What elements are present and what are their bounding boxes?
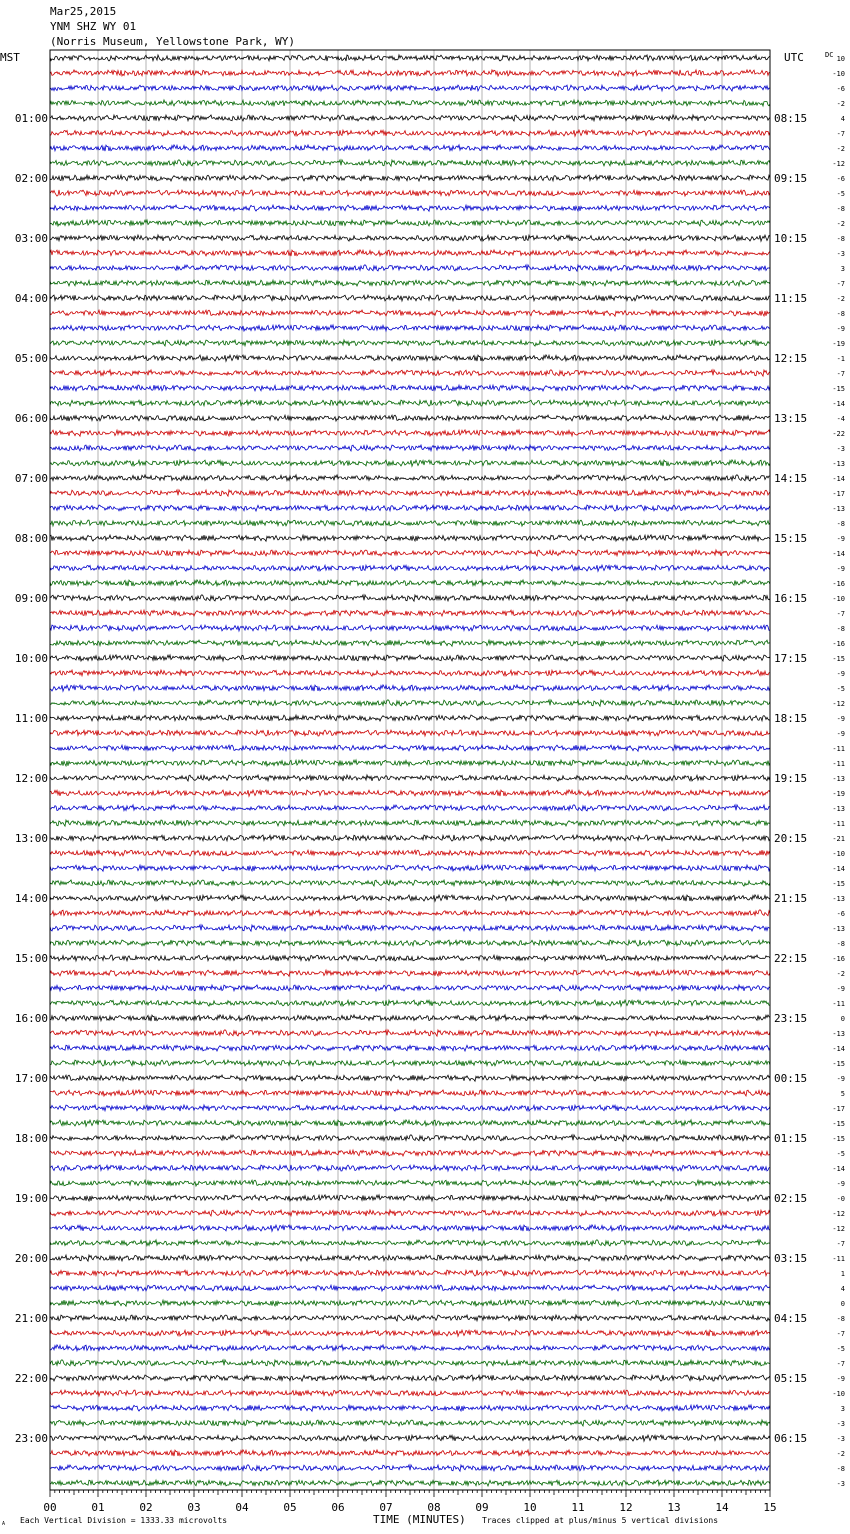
left-hour-label: 19:00 [14, 1192, 48, 1205]
dc-offset-label: -16 [832, 580, 845, 588]
dc-offset-label: -10 [832, 850, 845, 858]
dc-offset-label: -2 [836, 970, 845, 978]
trace-7 [50, 145, 770, 151]
right-hour-labels [774, 112, 807, 1445]
x-tick-label: 06 [331, 1501, 345, 1514]
trace-52 [50, 820, 770, 826]
trace-28 [50, 460, 770, 466]
trace-47 [50, 745, 770, 751]
trace-53 [50, 835, 770, 841]
dc-offset-label: -3 [836, 250, 845, 258]
dc-offset-label: -9 [836, 1375, 845, 1383]
dc-offset-label: -7 [836, 130, 845, 138]
dc-offset-label: -7 [836, 1240, 845, 1248]
trace-49 [50, 775, 770, 781]
right-hour-label: 23:15 [774, 1012, 808, 1025]
right-hour-label: 17:15 [774, 652, 808, 665]
trace-55 [50, 865, 770, 871]
left-hour-label: 22:00 [14, 1372, 48, 1385]
right-hour-label: 18:15 [774, 712, 808, 725]
dc-offset-label: -19 [832, 790, 845, 798]
right-hour-label: 09:15 [774, 172, 808, 185]
dc-offset-label: -22 [832, 430, 845, 438]
trace-43 [50, 685, 770, 691]
trace-35 [50, 565, 770, 571]
left-hour-label: 23:00 [14, 1432, 48, 1445]
trace-15 [50, 265, 770, 271]
trace-44 [50, 700, 770, 706]
dc-offset-label: -8 [836, 235, 845, 243]
dc-offset-label: 0 [840, 1015, 845, 1023]
trace-70 [50, 1090, 770, 1096]
dc-offset-label: -16 [832, 955, 845, 963]
dc-offset-label: -6 [836, 85, 845, 93]
dc-offset-label: -16 [832, 640, 845, 648]
trace-83 [50, 1285, 770, 1291]
dc-offset-label: -10 [832, 595, 845, 603]
right-timezone-label: UTC [784, 51, 804, 64]
dc-offset-label: -15 [832, 1135, 845, 1143]
x-axis-title: TIME (MINUTES) [373, 1513, 466, 1526]
footer-left-mark: A [2, 1521, 6, 1527]
left-hour-label: 01:00 [14, 112, 48, 125]
dc-offset-label: -9 [836, 730, 845, 738]
trace-36 [50, 580, 770, 586]
dc-offset-label: 4 [840, 115, 845, 123]
dc-offset-label: -7 [836, 280, 845, 288]
trace-48 [50, 760, 770, 766]
dc-offset-label: -14 [832, 475, 845, 483]
trace-77 [50, 1195, 770, 1201]
dc-offset-label: -3 [836, 1480, 845, 1488]
dc-offset-label: -15 [832, 385, 845, 393]
dc-offset-label: -3 [836, 1435, 845, 1443]
dc-offset-label: -14 [832, 550, 845, 558]
dc-offset-label: -5 [836, 190, 845, 198]
dc-offset-label: -6 [836, 175, 845, 183]
trace-5 [50, 115, 770, 121]
dc-offset-label: -2 [836, 1450, 845, 1458]
trace-30 [50, 490, 770, 496]
trace-25 [50, 415, 770, 421]
dc-offset-label: -17 [832, 1105, 845, 1113]
right-hour-label: 03:15 [774, 1252, 808, 1265]
right-hour-label: 20:15 [774, 832, 808, 845]
trace-76 [50, 1180, 770, 1186]
trace-4 [50, 100, 770, 106]
dc-offset-label: 1 [840, 1270, 845, 1278]
dc-offset-label: -9 [836, 670, 845, 678]
dc-offset-label: -13 [832, 460, 845, 468]
dc-offset-label: -3 [836, 445, 845, 453]
dc-offset-label: -9 [836, 1075, 845, 1083]
trace-42 [50, 670, 770, 676]
dc-offset-label: -12 [832, 160, 845, 168]
dc-offset-label: -9 [836, 985, 845, 993]
trace-27 [50, 445, 770, 451]
plot-date: Mar25,2015 [50, 5, 117, 18]
dc-offset-label: 3 [840, 265, 845, 273]
trace-64 [50, 1000, 770, 1006]
trace-81 [50, 1255, 770, 1261]
left-hour-label: 14:00 [14, 892, 48, 905]
dc-offset-label: -15 [832, 1120, 845, 1128]
dc-offset-label: -5 [836, 1150, 845, 1158]
x-tick-label: 02 [139, 1501, 153, 1514]
right-hour-label: 10:15 [774, 232, 808, 245]
trace-61 [50, 955, 770, 961]
trace-37 [50, 595, 770, 601]
left-hour-label: 20:00 [14, 1252, 48, 1265]
dc-offset-label: -15 [832, 655, 845, 663]
dc-offset-label: 10 [836, 55, 845, 63]
trace-80 [50, 1240, 770, 1246]
x-tick-label: 04 [235, 1501, 249, 1514]
dc-offset-label: 3 [840, 1405, 845, 1413]
right-hour-label: 05:15 [774, 1372, 808, 1385]
x-tick-label: 01 [91, 1501, 105, 1514]
dc-offset-label: -8 [836, 205, 845, 213]
trace-57 [50, 895, 770, 901]
dc-offset-label: -2 [836, 100, 845, 108]
trace-32 [50, 520, 770, 526]
left-hour-label: 15:00 [14, 952, 48, 965]
trace-38 [50, 610, 770, 616]
dc-offset-label: -14 [832, 1165, 845, 1173]
left-hour-label: 04:00 [14, 292, 48, 305]
dc-offset-label: -6 [836, 910, 845, 918]
dc-offset-label: -8 [836, 625, 845, 633]
dc-offset-label: -5 [836, 1345, 845, 1353]
trace-14 [50, 250, 770, 256]
dc-offset-label: -9 [836, 715, 845, 723]
trace-13 [50, 235, 770, 241]
x-tick-label: 09 [475, 1501, 489, 1514]
trace-54 [50, 850, 770, 856]
right-hour-label: 01:15 [774, 1132, 808, 1145]
dc-offset-label: -8 [836, 1465, 845, 1473]
trace-66 [50, 1030, 770, 1036]
trace-34 [50, 550, 770, 556]
trace-8 [50, 160, 770, 166]
left-hour-label: 17:00 [14, 1072, 48, 1085]
dc-offset-label: -5 [836, 685, 845, 693]
dc-offset-label: -21 [832, 835, 845, 843]
trace-40 [50, 640, 770, 646]
trace-50 [50, 790, 770, 796]
right-hour-label: 21:15 [774, 892, 808, 905]
dc-offset-label: -0 [836, 1195, 845, 1203]
left-timezone-label: MST [0, 51, 20, 64]
footer-clip-text: Traces clipped at plus/minus 5 vertical divisions [482, 1516, 719, 1525]
dc-offset-label: -12 [832, 1225, 845, 1233]
dc-offset-label: -14 [832, 400, 845, 408]
trace-2 [50, 70, 770, 76]
trace-10 [50, 190, 770, 196]
station-code: YNM SHZ WY 01 [50, 20, 137, 33]
plot-frame [50, 50, 770, 1490]
trace-16 [50, 280, 770, 286]
trace-96 [50, 1480, 770, 1486]
trace-71 [50, 1105, 770, 1111]
dc-offset-label: -8 [836, 310, 845, 318]
dc-offset-label: -14 [832, 1045, 845, 1053]
station-location: (Norris Museum, Yellowstone Park, WY) [50, 35, 296, 48]
dc-offset-label: -7 [836, 1360, 845, 1368]
trace-69 [50, 1075, 770, 1081]
x-tick-label: 08 [427, 1501, 441, 1514]
x-tick-label: 13 [667, 1501, 681, 1514]
trace-79 [50, 1225, 770, 1231]
trace-89 [50, 1375, 770, 1381]
left-hour-labels [15, 112, 48, 1445]
x-tick-label: 14 [715, 1501, 729, 1514]
dc-offset-label: -12 [832, 1210, 845, 1218]
trace-92 [50, 1420, 770, 1426]
right-hour-label: 15:15 [774, 532, 808, 545]
dc-offset-label: -10 [832, 1390, 845, 1398]
trace-60 [50, 940, 770, 946]
right-hour-label: 16:15 [774, 592, 808, 605]
trace-22 [50, 370, 770, 376]
left-hour-label: 13:00 [14, 832, 48, 845]
trace-95 [50, 1465, 770, 1471]
dc-offset-label: -3 [836, 1420, 845, 1428]
trace-56 [50, 880, 770, 886]
trace-21 [50, 355, 770, 361]
dc-offset-label: -15 [832, 880, 845, 888]
trace-31 [50, 505, 770, 511]
dc-offset-label: -1 [836, 355, 845, 363]
left-hour-label: 21:00 [14, 1312, 48, 1325]
trace-85 [50, 1315, 770, 1321]
left-hour-label: 05:00 [14, 352, 48, 365]
trace-45 [50, 715, 770, 721]
right-hour-label: 00:15 [774, 1072, 808, 1085]
trace-62 [50, 970, 770, 976]
trace-12 [50, 220, 770, 226]
dc-offset-label: -15 [832, 1060, 845, 1068]
dc-offset-label: -14 [832, 865, 845, 873]
left-hour-label: 09:00 [14, 592, 48, 605]
trace-46 [50, 730, 770, 736]
dc-offset-label: -13 [832, 895, 845, 903]
trace-39 [50, 625, 770, 631]
dc-offset-label: -13 [832, 505, 845, 513]
dc-offset-labels [832, 55, 845, 1488]
left-hour-label: 12:00 [14, 772, 48, 785]
dc-offset-label: -9 [836, 535, 845, 543]
trace-17 [50, 295, 770, 301]
left-hour-label: 16:00 [14, 1012, 48, 1025]
dc-offset-label: -19 [832, 340, 845, 348]
trace-65 [50, 1015, 770, 1021]
dc-offset-label: -12 [832, 700, 845, 708]
x-tick-label: 11 [571, 1501, 585, 1514]
dc-offset-label: -11 [832, 820, 845, 828]
trace-94 [50, 1450, 770, 1456]
dc-offset-label: -7 [836, 1330, 845, 1338]
trace-3 [50, 85, 770, 91]
dc-offset-label: -11 [832, 1000, 845, 1008]
dc-offset-label: -7 [836, 370, 845, 378]
dc-offset-label: -9 [836, 565, 845, 573]
trace-91 [50, 1405, 770, 1411]
trace-78 [50, 1210, 770, 1216]
left-hour-label: 02:00 [14, 172, 48, 185]
trace-26 [50, 430, 770, 436]
dc-offset-label: -8 [836, 1315, 845, 1323]
dc-offset-label: -11 [832, 1255, 845, 1263]
x-tick-label: 03 [187, 1501, 201, 1514]
trace-19 [50, 325, 770, 331]
trace-11 [50, 205, 770, 211]
right-hour-label: 04:15 [774, 1312, 808, 1325]
trace-72 [50, 1120, 770, 1126]
trace-23 [50, 385, 770, 391]
trace-9 [50, 175, 770, 181]
right-hour-label: 02:15 [774, 1192, 808, 1205]
right-hour-label: 13:15 [774, 412, 808, 425]
trace-86 [50, 1330, 770, 1336]
left-hour-label: 03:00 [14, 232, 48, 245]
dc-offset-label: -8 [836, 520, 845, 528]
right-hour-label: 11:15 [774, 292, 808, 305]
right-hour-label: 14:15 [774, 472, 808, 485]
left-hour-label: 11:00 [14, 712, 48, 725]
trace-84 [50, 1300, 770, 1306]
trace-24 [50, 400, 770, 406]
dc-label: DC [825, 51, 834, 59]
x-tick-label: 10 [523, 1501, 537, 1514]
dc-offset-label: 4 [840, 1285, 845, 1293]
left-hour-label: 10:00 [14, 652, 48, 665]
trace-73 [50, 1135, 770, 1141]
right-hour-label: 19:15 [774, 772, 808, 785]
trace-1 [50, 55, 770, 61]
dc-offset-label: -8 [836, 940, 845, 948]
trace-68 [50, 1060, 770, 1066]
x-tick-label: 05 [283, 1501, 297, 1514]
right-hour-label: 22:15 [774, 952, 808, 965]
trace-51 [50, 805, 770, 811]
x-tick-label: 00 [43, 1501, 57, 1514]
dc-offset-label: -10 [832, 70, 845, 78]
x-axis [43, 1490, 776, 1514]
trace-88 [50, 1360, 770, 1366]
trace-82 [50, 1270, 770, 1276]
right-hour-label: 06:15 [774, 1432, 808, 1445]
dc-offset-label: -11 [832, 745, 845, 753]
dc-offset-label: -17 [832, 490, 845, 498]
trace-41 [50, 655, 770, 661]
trace-87 [50, 1345, 770, 1351]
trace-29 [50, 475, 770, 481]
dc-offset-label: 0 [840, 1300, 845, 1308]
dc-offset-label: -11 [832, 760, 845, 768]
dc-offset-label: -2 [836, 220, 845, 228]
dc-offset-label: -4 [836, 415, 845, 423]
trace-75 [50, 1165, 770, 1171]
trace-67 [50, 1045, 770, 1051]
dc-offset-label: -13 [832, 775, 845, 783]
dc-offset-label: 5 [840, 1090, 845, 1098]
dc-offset-label: -13 [832, 805, 845, 813]
dc-offset-label: -2 [836, 295, 845, 303]
footer-scale-text: Each Vertical Division = 1333.33 microvolts [20, 1516, 228, 1525]
dc-offset-label: -13 [832, 925, 845, 933]
trace-58 [50, 910, 770, 916]
dc-offset-label: -9 [836, 325, 845, 333]
x-tick-label: 15 [763, 1501, 777, 1514]
right-hour-label: 12:15 [774, 352, 808, 365]
right-hour-label: 08:15 [774, 112, 808, 125]
trace-18 [50, 310, 770, 316]
trace-20 [50, 340, 770, 346]
dc-offset-label: -13 [832, 1030, 845, 1038]
trace-59 [50, 925, 770, 931]
trace-93 [50, 1435, 770, 1441]
trace-6 [50, 130, 770, 136]
x-tick-label: 07 [379, 1501, 393, 1514]
dc-offset-label: -2 [836, 145, 845, 153]
left-hour-label: 08:00 [14, 532, 48, 545]
left-hour-label: 06:00 [14, 412, 48, 425]
seismic-traces [50, 55, 770, 1486]
left-hour-label: 07:00 [14, 472, 48, 485]
dc-offset-label: -9 [836, 1180, 845, 1188]
trace-90 [50, 1390, 770, 1396]
x-tick-label: 12 [619, 1501, 633, 1514]
trace-74 [50, 1150, 770, 1156]
trace-63 [50, 985, 770, 991]
dc-offset-label: -7 [836, 610, 845, 618]
left-hour-label: 18:00 [14, 1132, 48, 1145]
trace-33 [50, 535, 770, 541]
